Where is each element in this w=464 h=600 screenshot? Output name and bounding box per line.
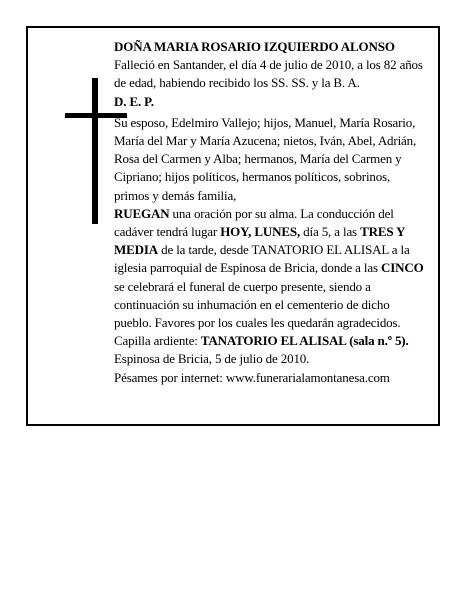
route-text: de la tarde, desde TANATORIO EL ALISAL a la iglesia parroquial de Espinosa de Bricia, donde a las	[114, 242, 410, 276]
cross-vertical-bar	[92, 78, 98, 224]
dep-label: D. E. P.	[114, 93, 154, 109]
family-list: Su esposo, Edelmiro Vallejo; hijos, Manuel, María Rosario, María del Mar y María Azucena; nietos, Iván, Abel, Adrián, Rosa del Carmen y Alba; hermanos, María del Carmen y Cipriano; hijos políticos, hermanos políticos, sobrinos, primos y demás familia,	[114, 114, 417, 203]
place-date: Espinosa de Bricia, 5 de julio de 2010.	[114, 351, 310, 367]
hoy-lunes-label: HOY, LUNES,	[220, 224, 301, 240]
funeral-text: se celebrará el funeral de cuerpo presente, siendo a continuación su inhumación en el cementerio de dicho pueblo. Favores por los cuales les quedarán agradecidos. Capilla ardiente:	[114, 278, 401, 349]
obituary-text	[114, 38, 428, 387]
online-condolences: Pésames por internet: www.funerarialamontanesa.com	[114, 369, 390, 385]
deceased-name: DOÑA MARIA ROSARIO IZQUIERDO ALONSO	[114, 39, 395, 54]
prayer-text: una oración por su alma. La conducción del cadáver tendrá lugar	[114, 205, 394, 240]
time-label: TRES Y MEDIA	[114, 224, 405, 258]
funeral-time-label: CINCO	[380, 260, 424, 276]
date-text: día 5, a las	[300, 224, 361, 240]
ruegan-label: RUEGAN	[114, 205, 170, 221]
death-info: Falleció en Santander, el día 4 de julio de 2010, a los 82 años de edad, habiendo recibido los SS. SS. y la B. A.	[114, 57, 423, 91]
ceremony-paragraph	[114, 205, 428, 351]
chapel-label: TANATORIO EL ALISAL (sala n.º 5).	[200, 333, 409, 349]
